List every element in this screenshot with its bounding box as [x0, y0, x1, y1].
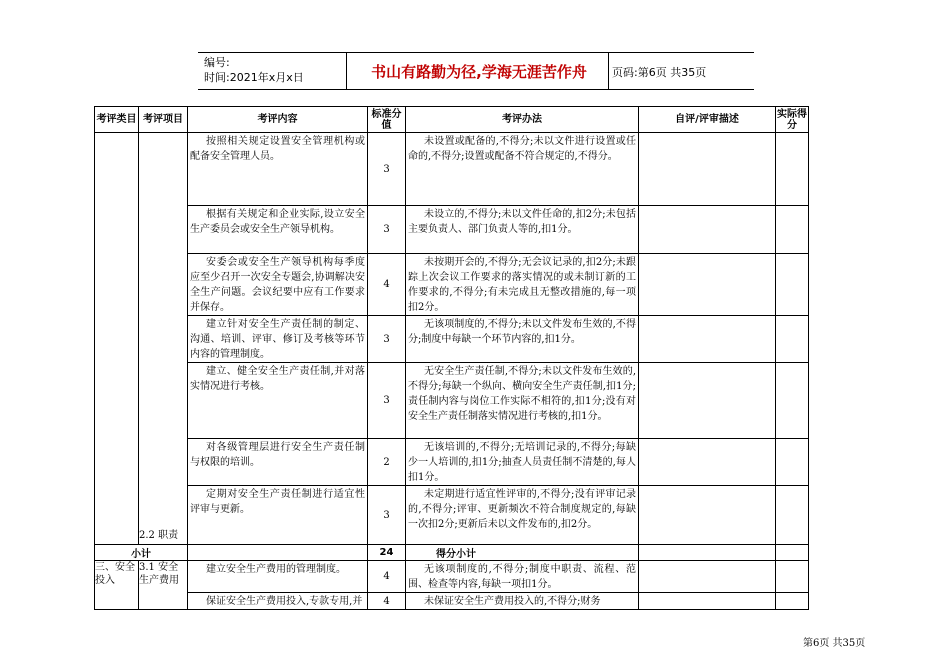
actual-score-cell[interactable] [776, 254, 809, 316]
content-cell: 按照相关规定设置安全管理机构或配备安全管理人员。 [188, 133, 368, 206]
table-row [95, 439, 809, 486]
document-header [198, 52, 754, 90]
self-eval-cell[interactable] [639, 206, 776, 254]
item-cell [139, 133, 188, 545]
method-cell: 未定期进行适宜性评审的,不得分;没有评审记录的,不得分;评审、更新频次不符合制度规定的,每缺一次扣2分;更新后未以文件发布的,扣2分。 [406, 486, 639, 545]
header-divider [608, 53, 609, 89]
header-category: 考评类目 [95, 107, 139, 133]
header-left [204, 55, 304, 85]
actual-score-cell[interactable] [776, 363, 809, 439]
self-eval-cell[interactable] [639, 561, 776, 593]
header-motto: 书山有路勤为径,学海无涯苦作舟 [371, 63, 587, 81]
subtotal-row [95, 545, 809, 561]
header-actual: 实际得分 [777, 108, 807, 131]
time-label: 时间:2021年x月x日 [204, 71, 304, 84]
header-divider [346, 53, 347, 89]
actual-score-cell[interactable] [776, 439, 809, 486]
subtotal-score-label: 得分小计 [406, 545, 639, 561]
self-eval-cell[interactable] [639, 486, 776, 545]
score-cell: 3 [368, 316, 406, 363]
score-cell: 3 [368, 486, 406, 545]
header-self-eval: 自评/评审描述 [639, 107, 776, 133]
method-cell: 无该项制度的,不得分;未以文件发布生效的,不得分;制度中每缺一个环节内容的,扣1分。 [406, 316, 639, 363]
header-page-info: 页码:第6页 共35页 [612, 66, 707, 79]
serial-label: 编号: [204, 56, 230, 69]
score-cell: 4 [368, 593, 406, 610]
score-cell: 3 [368, 133, 406, 206]
method-cell: 无安全生产责任制,不得分;未以文件发布生效的,不得分;每缺一个纵向、横向安全生产责任制,扣1分;责任制内容与岗位工作实际不相符的,扣1分;没有对安全生产责任制落实情况进行考核的,扣1分。 [406, 363, 639, 439]
table-row [95, 593, 809, 610]
header-item: 考评项目 [139, 107, 188, 133]
score-cell: 3 [368, 363, 406, 439]
header-method: 考评办法 [406, 107, 639, 133]
subtotal-self-eval-cell[interactable] [639, 545, 776, 561]
method-cell: 无该培训的,不得分;无培训记录的,不得分;每缺少一人培训的,扣1分;抽查人员责任制不清楚的,每人扣1分。 [406, 439, 639, 486]
self-eval-cell[interactable] [639, 439, 776, 486]
content-cell: 安委会或安全生产领导机构每季度应至少召开一次安全专题会,协调解决安全生产问题。会议纪要中应有工作要求并保存。 [188, 254, 368, 316]
content-cell: 根据有关规定和企业实际,设立安全生产委员会或安全生产领导机构。 [188, 206, 368, 254]
actual-score-cell[interactable] [776, 316, 809, 363]
actual-score-cell[interactable] [776, 486, 809, 545]
page-footer: 第6页 共35页 [803, 638, 866, 649]
score-cell: 2 [368, 439, 406, 486]
table-row [95, 363, 809, 439]
method-cell: 未保证安全生产费用投入的,不得分;财务 [406, 593, 639, 610]
content-cell: 对各级管理层进行安全生产责任制与权限的培训。 [188, 439, 368, 486]
subtotal-empty [188, 545, 368, 561]
self-eval-cell[interactable] [639, 133, 776, 206]
method-cell: 未按期开会的,不得分;无会议记录的,扣2分;未跟踪上次会议工作要求的落实情况的或未制订新的工作要求的,不得分;有未完成且无整改措施的,每一项扣2分。 [406, 254, 639, 316]
score-cell: 3 [368, 206, 406, 254]
content-cell: 建立针对安全生产责任制的制定、沟通、培训、评审、修订及考核等环节内容的管理制度。 [188, 316, 368, 363]
table-row [95, 561, 809, 593]
item-cell: 3.1 安全生产费用 [139, 561, 188, 610]
self-eval-cell[interactable] [639, 254, 776, 316]
score-cell: 4 [368, 254, 406, 316]
self-eval-cell[interactable] [639, 593, 776, 610]
self-eval-cell[interactable] [639, 363, 776, 439]
method-cell: 无该项制度的,不得分;制度中职责、流程、范围、检查等内容,每缺一项扣1分。 [406, 561, 639, 593]
score-cell: 4 [368, 561, 406, 593]
content-cell: 建立安全生产费用的管理制度。 [188, 561, 368, 593]
actual-score-cell[interactable] [776, 593, 809, 610]
actual-score-cell[interactable] [776, 206, 809, 254]
category-cell: 三、安全投入 [95, 561, 139, 610]
method-cell: 未设置或配备的,不得分;未以文件进行设置或任命的,不得分;设置或配备不符合规定的,不得分。 [406, 133, 639, 206]
actual-score-cell[interactable] [776, 133, 809, 206]
table-row [95, 133, 809, 206]
header-score: 标准分值 [368, 107, 406, 133]
subtotal-score: 24 [368, 545, 406, 561]
actual-score-cell[interactable] [776, 561, 809, 593]
header-content: 考评内容 [188, 107, 368, 133]
table-header-row [95, 107, 809, 133]
item-label: 2.2 职责 [139, 530, 179, 541]
category-cell [95, 133, 139, 545]
content-cell: 建立、健全安全生产责任制,并对落实情况进行考核。 [188, 363, 368, 439]
evaluation-table [94, 106, 809, 610]
table-row [95, 486, 809, 545]
method-cell: 未设立的,不得分;未以文件任命的,扣2分;未包括主要负责人、部门负责人等的,扣1分。 [406, 206, 639, 254]
table-row [95, 206, 809, 254]
content-cell: 定期对安全生产责任制进行适宜性评审与更新。 [188, 486, 368, 545]
self-eval-cell[interactable] [639, 316, 776, 363]
subtotal-actual-cell[interactable] [776, 545, 809, 561]
table-row [95, 316, 809, 363]
table-row [95, 254, 809, 316]
content-cell: 保证安全生产费用投入,专款专用,并 [188, 593, 368, 610]
subtotal-label: 小计 [95, 545, 188, 561]
